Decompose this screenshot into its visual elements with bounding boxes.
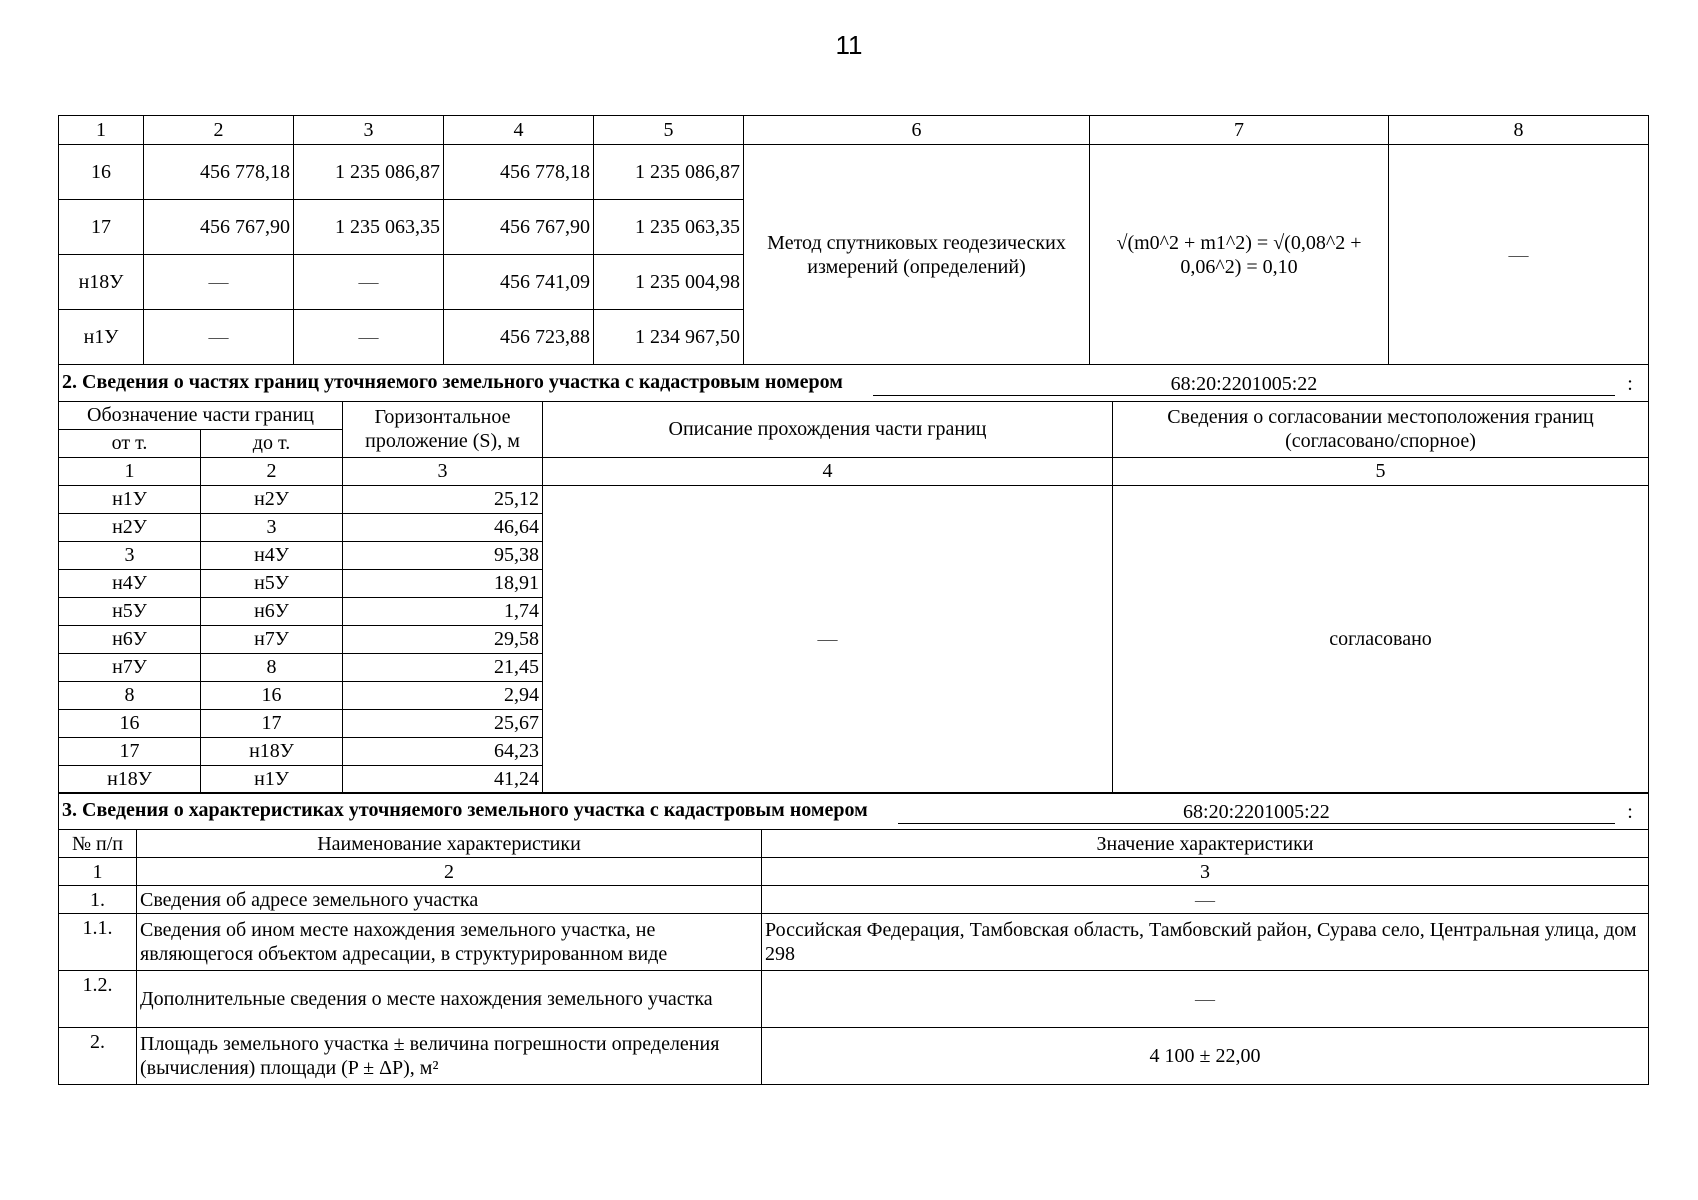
col-number: 3 [762,858,1649,886]
distance: 64,23 [343,737,543,765]
from-point: н4У [59,569,201,597]
colon: : [1627,801,1633,823]
distance: 21,45 [343,653,543,681]
item-name: Сведения об адресе земельного участка [137,886,762,914]
col-number: 8 [1389,116,1649,145]
column-numbers-row [59,457,1649,485]
to-point: 16 [201,681,343,709]
distance: 25,12 [343,485,543,513]
distance: 46,64 [343,513,543,541]
formula-cell: √(m0^2 + m1^2) = √(0,08^2 + 0,06^2) = 0,10 [1090,145,1389,365]
item-number: 2. [59,1028,137,1085]
table-row [59,971,1649,1028]
name-header: Наименование характеристики [137,830,762,858]
agreement-value: согласовано [1113,485,1649,793]
table-row [59,145,1649,200]
item-value: — [762,971,1649,1028]
from-point: 16 [59,709,201,737]
distance: 29,58 [343,625,543,653]
document-body [58,115,1648,1085]
to-point: 17 [201,709,343,737]
section-2-header [59,364,1649,401]
table-row [59,886,1649,914]
column-numbers-row [59,116,1649,145]
table-row [59,1028,1649,1085]
coordinates-table [58,115,1649,365]
header-row [59,401,1649,429]
coord-y-old: — [294,255,444,310]
designation-header: Обозначение части границ [59,401,343,429]
to-point: н5У [201,569,343,597]
column-numbers-row [59,858,1649,886]
from-point: н5У [59,597,201,625]
method-cell: Метод спутниковых геодезических измерений (определений) [744,145,1090,365]
item-number: 1.2. [59,971,137,1028]
coord-x-new: 456 767,90 [444,200,594,255]
col-number: 2 [201,457,343,485]
agreement-header: Сведения о согласовании местоположения границ (согласовано/спорное) [1113,401,1649,457]
item-name: Сведения об ином месте нахождения земельного участка, не являющегося объектом адресации, в структурированном виде [137,914,762,971]
distance: 1,74 [343,597,543,625]
to-header: до т. [201,429,343,457]
coord-y-new: 1 234 967,50 [594,310,744,365]
coord-x-old: — [144,310,294,365]
coord-y-new: 1 235 063,35 [594,200,744,255]
item-number: 1.1. [59,914,137,971]
coord-y-new: 1 235 004,98 [594,255,744,310]
point-label: н1У [59,310,144,365]
coord-x-new: 456 723,88 [444,310,594,365]
col-number: 4 [543,457,1113,485]
coord-y-old: — [294,310,444,365]
from-point: н6У [59,625,201,653]
coord-x-old: 456 778,18 [144,145,294,200]
header-row [59,830,1649,858]
to-point: 3 [201,513,343,541]
to-point: н6У [201,597,343,625]
col-number: 7 [1090,116,1389,145]
to-point: н18У [201,737,343,765]
coord-y-new: 1 235 086,87 [594,145,744,200]
to-point: н7У [201,625,343,653]
item-value: Российская Федерация, Тамбовская область, Тамбовский район, Сурава село, Центральная улица, дом 298 [762,914,1649,971]
coord-x-new: 456 741,09 [444,255,594,310]
from-point: 17 [59,737,201,765]
col-number: 6 [744,116,1090,145]
boundary-parts-table [58,364,1649,794]
num-header: № п/п [59,830,137,858]
coord-x-old: 456 767,90 [144,200,294,255]
item-name: Дополнительные сведения о месте нахождения земельного участка [137,971,762,1028]
from-point: 3 [59,541,201,569]
point-label: н18У [59,255,144,310]
from-point: н7У [59,653,201,681]
col-number: 5 [594,116,744,145]
description-value: — [543,485,1113,793]
from-point: н18У [59,765,201,793]
item-name: Площадь земельного участка ± величина погрешности определения (вычисления) площади (P ± ΔP), м² [137,1028,762,1085]
item-number: 1. [59,886,137,914]
point-label: 17 [59,200,144,255]
page-number: 11 [835,30,863,60]
col-number: 1 [59,858,137,886]
col-number: 2 [144,116,294,145]
horizontal-header: Горизонтальное проложение (S), м [343,401,543,457]
col-number: 3 [294,116,444,145]
col-number: 1 [59,457,201,485]
to-point: н1У [201,765,343,793]
section-title: 2. Сведения о частях границ уточняемого земельного участка с кадастровым номером [62,370,843,393]
item-value: 4 100 ± 22,00 [762,1028,1649,1085]
item-value: — [762,886,1649,914]
to-point: н4У [201,541,343,569]
cadastral-number: 68:20:2201005:22 [898,801,1615,824]
coord-x-old: — [144,255,294,310]
distance: 2,94 [343,681,543,709]
to-point: н2У [201,485,343,513]
to-point: 8 [201,653,343,681]
col-number: 3 [343,457,543,485]
section-3-header [59,793,1649,830]
table-row [59,485,1649,513]
colon: : [1627,372,1633,395]
col-number: 2 [137,858,762,886]
section-title: 3. Сведения о характеристиках уточняемого земельного участка с кадастровым номером [62,799,868,821]
description-header: Описание прохождения части границ [543,401,1113,457]
table-row [59,914,1649,971]
from-header: от т. [59,429,201,457]
col-number: 1 [59,116,144,145]
from-point: 8 [59,681,201,709]
characteristics-table [58,792,1649,1085]
distance: 18,91 [343,569,543,597]
cadastral-number: 68:20:2201005:22 [873,373,1615,396]
point-label: 16 [59,145,144,200]
col-number: 5 [1113,457,1649,485]
distance: 95,38 [343,541,543,569]
from-point: н2У [59,513,201,541]
value-header: Значение характеристики [762,830,1649,858]
coord-x-new: 456 778,18 [444,145,594,200]
col-number: 4 [444,116,594,145]
col8-cell: — [1389,145,1649,365]
from-point: н1У [59,485,201,513]
coord-y-old: 1 235 063,35 [294,200,444,255]
distance: 25,67 [343,709,543,737]
distance: 41,24 [343,765,543,793]
coord-y-old: 1 235 086,87 [294,145,444,200]
